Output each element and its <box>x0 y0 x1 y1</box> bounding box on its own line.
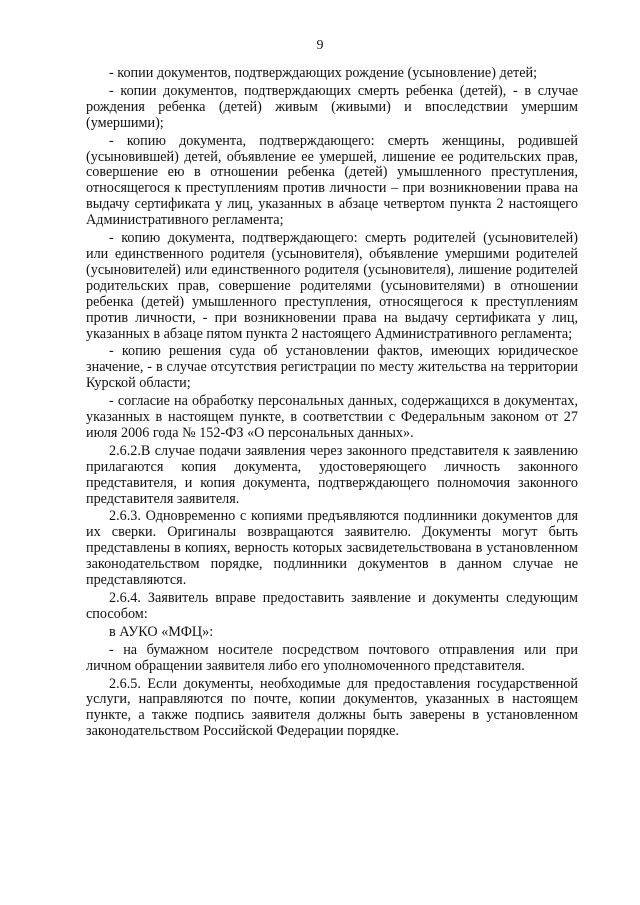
paragraph-mfc: в АУКО «МФЦ»: <box>109 623 214 640</box>
paragraph-2-6-3: 2.6.3. Одновременно с копиями предъявляются подлинники документов для их сверки. Оригиналы возвращаются заявителю. Документы могут быть представлены в копиях, верность которых засвидетельствована в установленном законодательством порядке, подлинники документов в данном случае не представляются. <box>86 508 578 589</box>
paragraph-birth-docs: - копии документов, подтверждающих рождение (усыновление) детей; <box>109 65 538 81</box>
paragraph-death-woman-doc: - копию документа, подтверждающего: смерть женщины, родившей (усыновившей) детей, объявление ее умершей, лишение ее родительских прав, совершение ею в отношении ребенка (детей) умышленного преступления, относящегося к преступлениям против личности – при возникновении права на выдачу сертификата у лиц, указанных в абзаце четвертом пункта 2 настоящего Административного регламента; <box>86 132 578 229</box>
paragraph-2-6-4: 2.6.4. Заявитель вправе предоставить заявление и документы следующим способом: <box>86 590 578 622</box>
paragraph-2-6-5: 2.6.5. Если документы, необходимые для предоставления государственной услуги, направляются по почте, копии документов, указанных в настоящем пункте, а также подпись заявителя должны быть заверены в установленном законодательством Российской Федерации порядке. <box>86 675 578 740</box>
paragraph-2-6-2: 2.6.2.В случае подачи заявления через законного представителя к заявлению прилагаются копия документа, удостоверяющего личность законного представителя, и копия документа, подтверждающего полномочия законного представителя заявителя. <box>86 442 578 507</box>
paragraph-death-child-docs: - копии документов, подтверждающих смерть ребенка (детей), - в случае рождения ребенка (детей) живым (живыми) и впоследствии умершим (умершими); <box>86 82 578 131</box>
paragraph-paper-carrier: - на бумажном носителе посредством почтового отправления или при личном обращении заявителя либо его уполномоченного представителя. <box>86 641 578 674</box>
paragraph-court-decision: - копию решения суда об установлении фактов, имеющих юридическое значение, - в случае отсутствия регистрации по месту жительства на территории Курской области; <box>86 343 578 392</box>
paragraph-death-parents-doc: - копию документа, подтверждающего: смерть родителей (усыновителей) или единственного родителя (усыновителя), объявление умершими родителей (усыновителей) или единственного родителя (усыновителя), лишение родителей родительских прав, совершение родителями (усыновителями) в отношении ребенка (детей) умышленного преступления, относящегося к преступлениям против личности, - при возникновении права на выдачу сертификата у лиц, указанных в абзаце пятом пункта 2 настоящего Административного регламента; <box>86 230 578 342</box>
page-number: 9 <box>316 38 324 53</box>
paragraph-personal-data-consent: - согласие на обработку персональных данных, содержащихся в документах, указанных в настоящем пункте, в соответствии с Федеральным законом от 27 июля 2006 года № 152-ФЗ «О персональных данных». <box>86 393 578 441</box>
document-body <box>86 66 578 740</box>
